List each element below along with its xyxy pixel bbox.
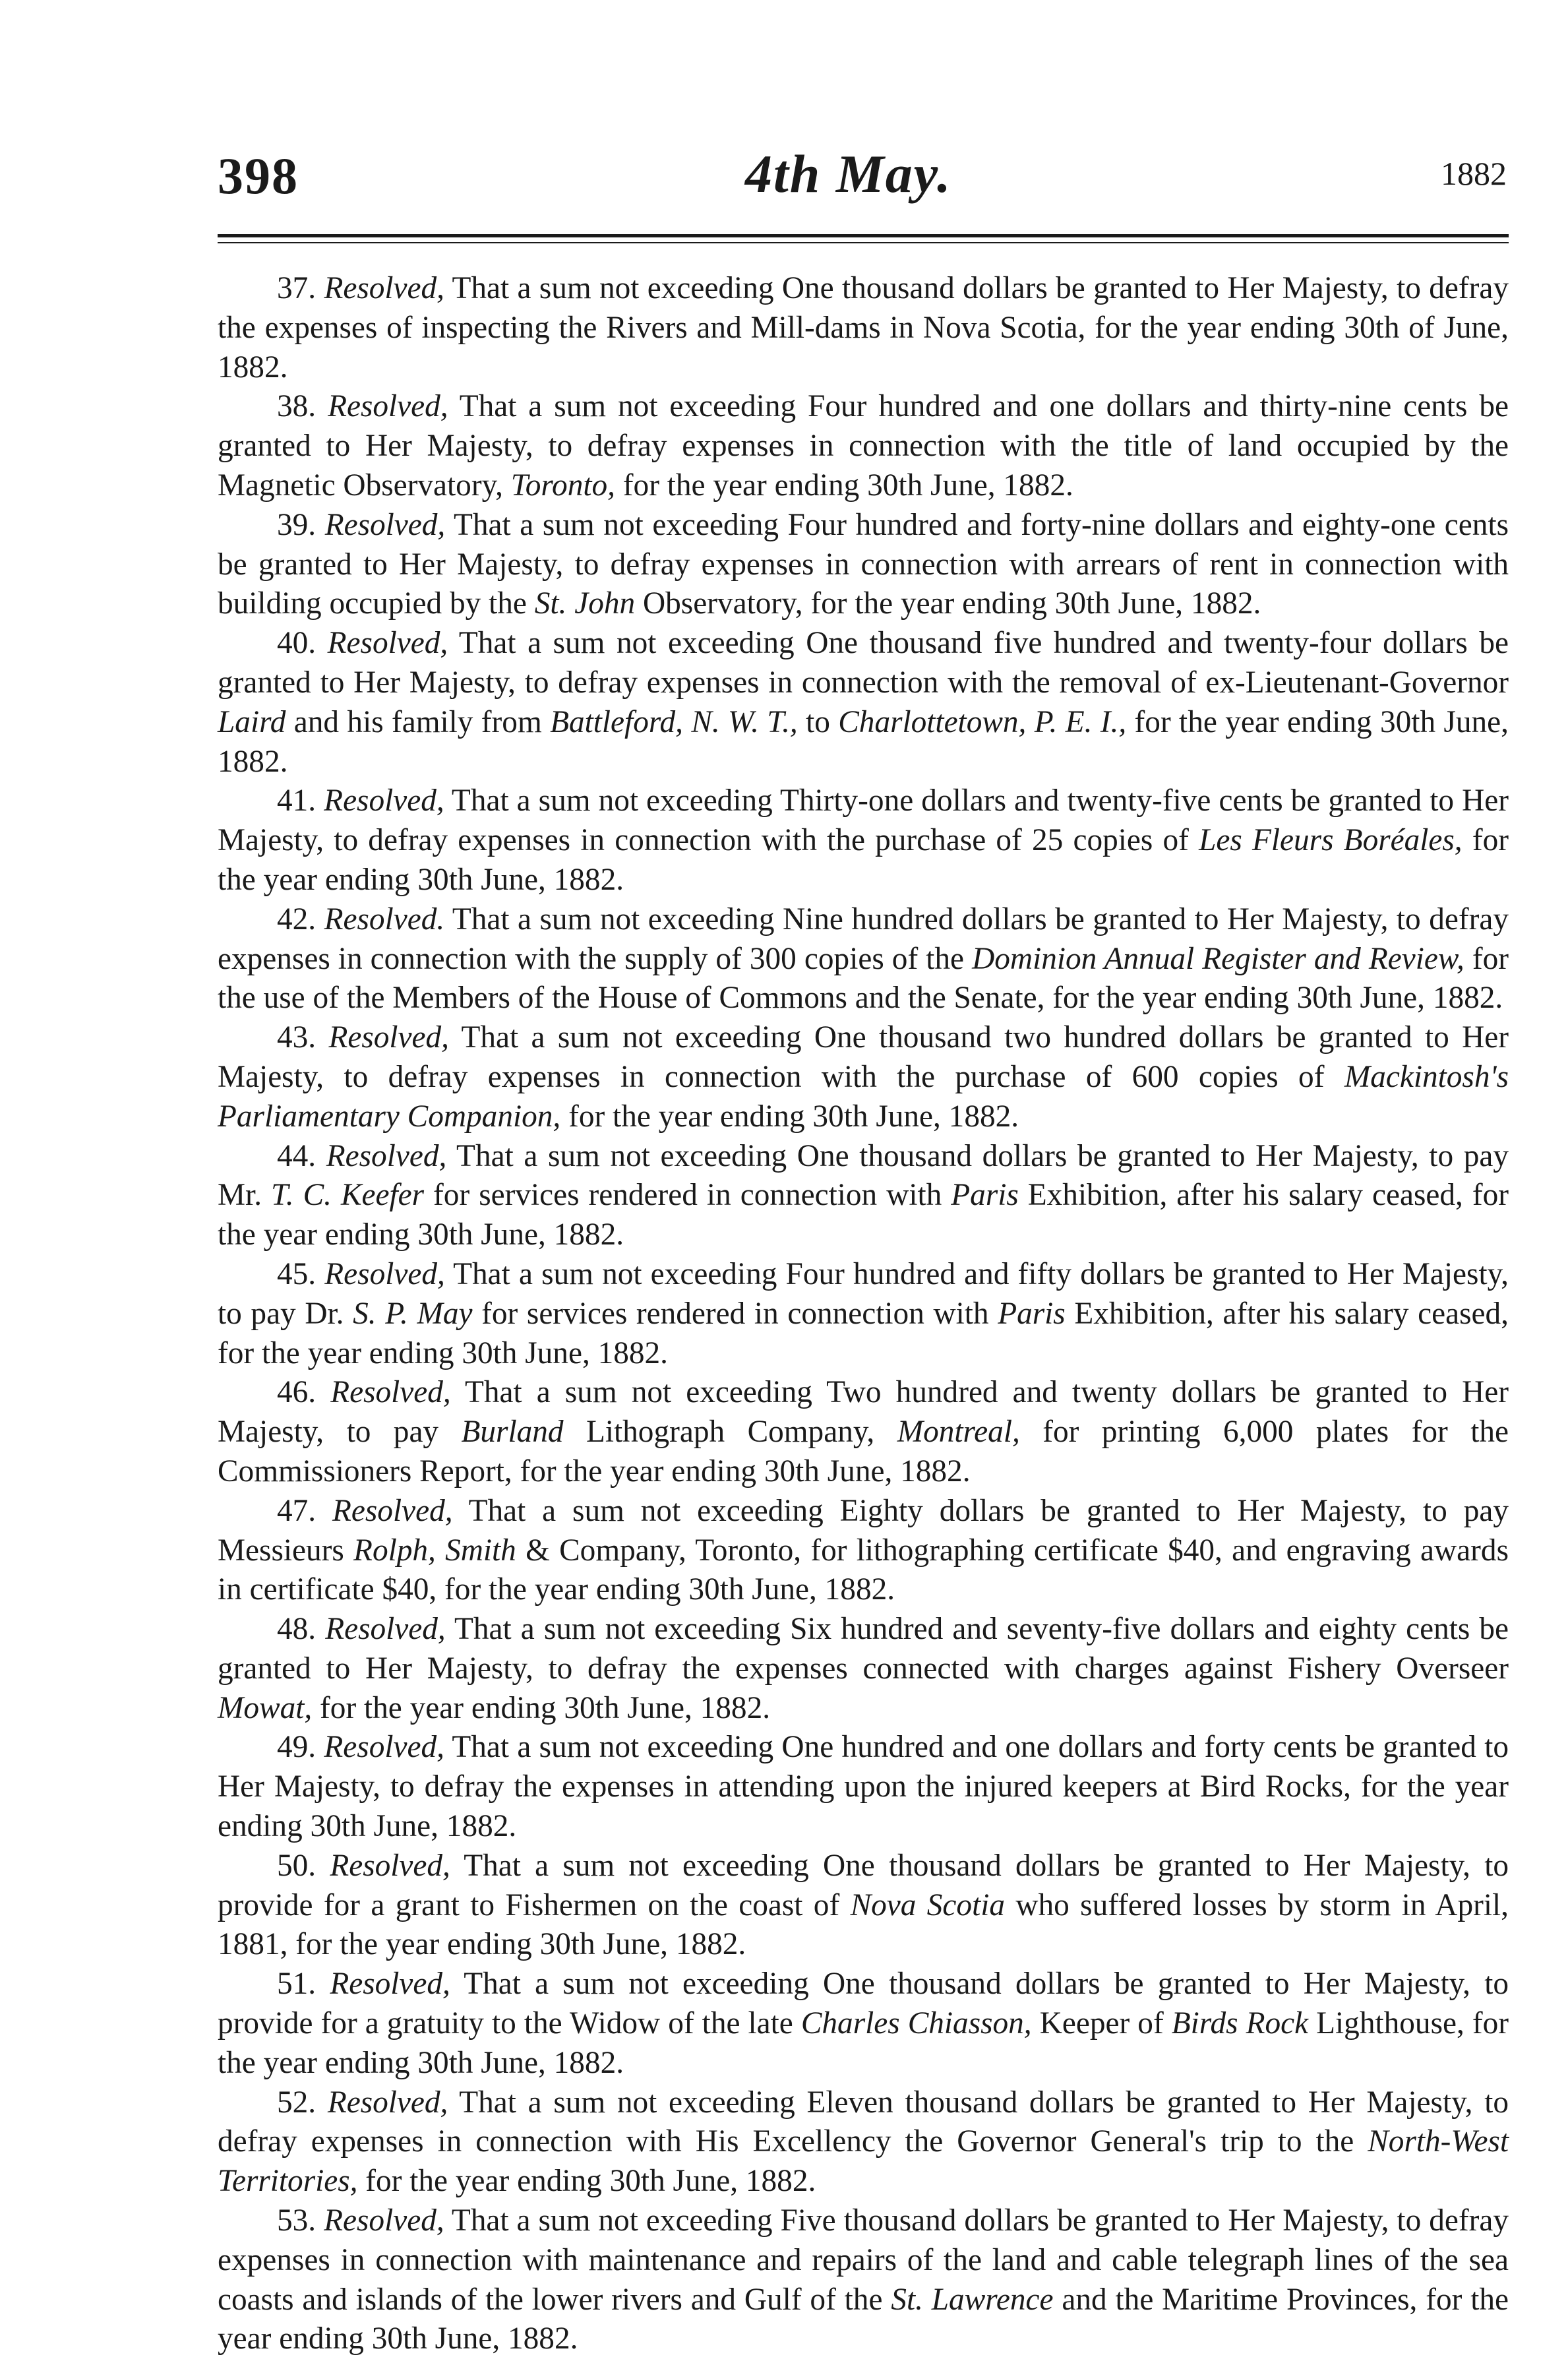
resolution-text: Keeper of — [1031, 2006, 1172, 2041]
resolution-text: for the year ending 30th June, 1882. — [357, 2164, 816, 2199]
resolution-text: That a sum not exceeding Eleven thousand dollars be granted to Her Majesty, to defray expenses in connection with His Excellency the Governor General's trip to the — [218, 2085, 1509, 2159]
resolutions-body — [218, 269, 1509, 2359]
resolution-text: That a sum not exceeding One hundred and one dollars and forty cents be granted to Her Majesty, to defray the expenses in attending upon the injured keepers at Bird Rocks, for the year ending 30th June, 1882. — [218, 1730, 1509, 1844]
resolution-number: 50. — [277, 1848, 330, 1883]
header-year: 1882 — [1441, 155, 1507, 192]
resolution-paragraph — [218, 1847, 1509, 1965]
resolved-label: Resolved, — [325, 1612, 446, 1647]
page-header — [218, 140, 1507, 212]
resolution-text: That a sum not exceeding Four hundred and one dollars and thirty-nine cents be granted to Her Majesty, to defray expenses in connection with the title of land occupied by the Magnetic Observatory, — [218, 389, 1509, 503]
resolution-text: That a sum not exceeding Two hundred and twenty dollars be granted to Her Majesty, to pay — [218, 1375, 1509, 1450]
resolution-text: That a sum not exceeding Four hundred and fifty dollars be granted to Her Majesty, to pay Dr. — [218, 1256, 1509, 1331]
resolution-number: 38. — [277, 389, 328, 424]
resolution-text: for printing 6,000 plates for the Commissioners Report, for the year ending 30th June, 1882. — [218, 1415, 1509, 1488]
resolution-number: 41. — [277, 783, 324, 818]
header-rule — [218, 234, 1509, 237]
resolution-paragraph — [218, 1610, 1509, 1728]
resolved-label: Resolved, — [330, 1375, 451, 1410]
italic-name: T. C. Keefer — [271, 1178, 425, 1213]
resolution-number: 48. — [277, 1612, 326, 1647]
resolution-paragraph — [218, 900, 1509, 1018]
italic-name: Paris — [951, 1178, 1019, 1213]
resolved-label: Resolved, — [324, 507, 446, 542]
resolved-label: Resolved, — [326, 1138, 447, 1173]
resolved-label: Resolved, — [327, 2085, 448, 2120]
resolution-text: That a sum not exceeding One thousand five hundred and twenty-four dollars be granted to Her Majesty, to defray expenses in connection with the removal of ex-Lieutenant-Governor — [218, 626, 1509, 700]
resolution-paragraph — [218, 269, 1509, 387]
resolution-number: 42. — [277, 902, 324, 936]
resolved-label: Resolved. — [324, 902, 445, 936]
resolution-text: for services rendered in connection with — [472, 1296, 998, 1331]
resolution-number: 46. — [277, 1375, 331, 1410]
resolved-label: Resolved, — [328, 1020, 450, 1055]
resolution-number: 49. — [277, 1730, 324, 1765]
resolved-label: Resolved, — [330, 1967, 450, 2002]
resolution-text: for the year ending 30th June, 1882. — [218, 823, 1509, 897]
header-rule-thin — [218, 242, 1509, 243]
resolution-number: 44. — [277, 1138, 326, 1173]
italic-name: Battleford, N. W. T., — [550, 704, 798, 739]
resolved-label: Resolved, — [328, 389, 448, 424]
italic-name: St. John — [534, 586, 636, 621]
resolution-number: 40. — [277, 626, 328, 661]
resolution-number: 52. — [277, 2085, 328, 2120]
italic-name: Mowat, — [218, 1690, 313, 1725]
italic-name: Les Fleurs Boréales, — [1199, 823, 1462, 858]
resolution-paragraph — [218, 1373, 1509, 1491]
resolution-text: for the year ending 30th June, 1882. — [218, 704, 1509, 779]
italic-name: Laird — [218, 704, 286, 739]
resolution-paragraph — [218, 1728, 1509, 1846]
italic-name: Dominion Annual Register and Review, — [972, 941, 1464, 976]
resolution-text: That a sum not exceeding Thirty-one dollars and twenty-five cents be granted to Her Majesty, to defray expenses in connection with the purchase of 25 copies of — [218, 783, 1509, 858]
italic-name: Charlottetown, P. E. I., — [838, 704, 1127, 739]
italic-name: Paris — [998, 1296, 1066, 1331]
resolution-paragraph — [218, 387, 1509, 505]
resolution-paragraph — [218, 1018, 1509, 1136]
resolution-text: for the year ending 30th June, 1882. — [615, 468, 1073, 503]
resolution-number: 51. — [277, 1967, 330, 2002]
resolved-label: Resolved, — [332, 1493, 453, 1528]
resolution-text: Lithograph Company, — [563, 1415, 897, 1450]
resolution-number: 39. — [277, 507, 325, 542]
resolution-text: That a sum not exceeding Five thousand dollars be granted to Her Majesty, to defray expenses in connection with maintenance and repairs of the land and cable telegraph lines of the sea coasts and islands of the lower rivers and Gulf of the — [218, 2203, 1509, 2317]
italic-name: Birds Rock — [1171, 2006, 1309, 2041]
resolution-text: That a sum not exceeding One thousand dollars be granted to Her Majesty, to pay Mr. — [218, 1138, 1509, 1213]
italic-name: Nova Scotia — [850, 1887, 1005, 1922]
resolution-paragraph — [218, 506, 1509, 624]
resolution-text: Exhibition, after his salary ceased, for the year ending 30th June, 1882. — [218, 1178, 1509, 1252]
resolution-text: who suffered losses by storm in April, 1881, for the year ending 30th June, 1882. — [218, 1887, 1509, 1962]
resolution-text: That a sum not exceeding Six hundred and seventy-five dollars and eighty cents be granted to Her Majesty, to defray the expenses connected with charges against Fishery Overseer — [218, 1612, 1509, 1686]
resolution-text: for the year ending 30th June, 1882. — [560, 1099, 1019, 1134]
resolution-text: That a sum not exceeding Four hundred and forty-nine dollars and eighty-one cents be granted to Her Majesty, to defray expenses in connection with arrears of rent in connection with building occupied by the — [218, 507, 1509, 621]
resolution-paragraph — [218, 624, 1509, 782]
resolution-paragraph — [218, 2083, 1509, 2201]
italic-name: Burland — [461, 1415, 564, 1450]
resolved-label: Resolved, — [327, 626, 448, 661]
resolution-number: 37. — [277, 271, 324, 305]
resolved-label: Resolved, — [324, 783, 444, 818]
resolved-label: Resolved, — [324, 2203, 444, 2238]
resolution-text: for the year ending 30th June, 1882. — [312, 1690, 771, 1725]
resolution-number: 45. — [277, 1256, 325, 1291]
resolution-text: for services rendered in connection with — [424, 1178, 951, 1213]
resolution-text: That a sum not exceeding Eighty dollars be granted to Her Majesty, to pay Messieurs — [218, 1493, 1509, 1568]
page-number: 398 — [218, 147, 299, 204]
resolution-number: 47. — [277, 1493, 333, 1528]
resolved-label: Resolved, — [324, 1730, 444, 1765]
resolution-number: 53. — [277, 2203, 324, 2238]
resolution-text: That a sum not exceeding One thousand dollars be granted to Her Majesty, to defray the expenses of inspecting the Rivers and Mill-dams in Nova Scotia, for the year ending 30th of June, 1882. — [218, 271, 1509, 384]
resolution-text: That a sum not exceeding Nine hundred dollars be granted to Her Majesty, to defray expenses in connection with the supply of 300 copies of the — [218, 902, 1509, 976]
italic-name: Mackintosh's Parliamentary Companion, — [218, 1059, 1509, 1134]
resolution-paragraph — [218, 1492, 1509, 1610]
resolution-paragraph — [218, 782, 1509, 900]
italic-name: Montreal, — [897, 1415, 1020, 1450]
resolution-paragraph — [218, 1137, 1509, 1255]
italic-name: St. Lawrence — [891, 2282, 1054, 2317]
resolved-label: Resolved, — [324, 1256, 445, 1291]
resolution-text: and the Maritime Provinces, for the year ending 30th June, 1882. — [218, 2282, 1509, 2356]
italic-name: North-West Territories, — [218, 2124, 1509, 2199]
resolved-label: Resolved, — [330, 1848, 450, 1883]
resolution-text: to — [797, 704, 839, 739]
resolved-label: Resolved, — [324, 271, 445, 305]
italic-name: Toronto, — [510, 468, 615, 503]
italic-name: Rolph, Smith — [353, 1533, 516, 1568]
resolution-text: for the use of the Members of the House of Commons and the Senate, for the year ending 30th June, 1882. — [218, 941, 1509, 1016]
italic-name: Charles Chiasson, — [800, 2006, 1032, 2041]
resolution-text: and his family from — [286, 704, 551, 739]
resolution-text: That a sum not exceeding One thousand dollars be granted to Her Majesty, to provide for a gratuity to the Widow of the late — [218, 1967, 1509, 2041]
resolution-text: & Company, Toronto, for lithographing certificate $40, and engraving awards in certificate $40, for the year ending 30th June, 1882. — [218, 1533, 1509, 1607]
resolution-text: Lighthouse, for the year ending 30th June, 1882. — [218, 2006, 1509, 2080]
resolution-paragraph — [218, 2201, 1509, 2359]
resolution-text: Exhibition, after his salary ceased, for the year ending 30th June, 1882. — [218, 1296, 1509, 1370]
running-title: 4th May. — [745, 144, 952, 204]
italic-name: S. P. May — [353, 1296, 473, 1331]
resolution-paragraph — [218, 1255, 1509, 1373]
resolution-text: That a sum not exceeding One thousand two hundred dollars be granted to Her Majesty, to defray expenses in connection with the purchase of 600 copies of — [218, 1020, 1509, 1094]
resolution-paragraph — [218, 1965, 1509, 2083]
resolution-text: Observatory, for the year ending 30th June, 1882. — [635, 586, 1261, 621]
resolution-text: That a sum not exceeding One thousand dollars be granted to Her Majesty, to provide for a grant to Fishermen on the coast of — [218, 1848, 1509, 1922]
resolution-number: 43. — [277, 1020, 329, 1055]
